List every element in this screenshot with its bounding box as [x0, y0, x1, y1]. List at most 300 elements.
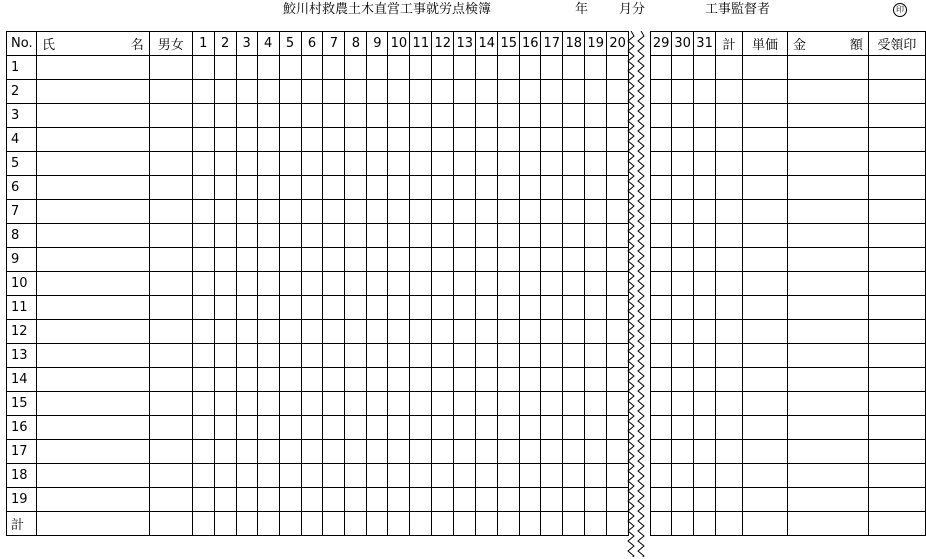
receipt-cell[interactable]: [868, 80, 925, 104]
amount-cell[interactable]: [787, 104, 868, 128]
gender-cell[interactable]: [149, 416, 192, 440]
day-cell[interactable]: [323, 104, 345, 128]
unit-price-cell[interactable]: [743, 104, 788, 128]
day-cell[interactable]: [476, 512, 498, 536]
day-cell[interactable]: [279, 248, 301, 272]
day-cell[interactable]: [388, 200, 410, 224]
amount-cell[interactable]: [787, 296, 868, 320]
day-cell[interactable]: [541, 104, 563, 128]
day-cell[interactable]: [520, 440, 541, 464]
day-cell[interactable]: [585, 296, 607, 320]
day-cell[interactable]: [214, 296, 236, 320]
day-cell[interactable]: [476, 104, 498, 128]
day-cell[interactable]: [345, 296, 367, 320]
day-cell[interactable]: [585, 320, 607, 344]
day-cell[interactable]: [301, 368, 323, 392]
day-cell[interactable]: [345, 392, 367, 416]
day-cell[interactable]: [257, 248, 279, 272]
day-cell[interactable]: [563, 488, 585, 512]
day-cell[interactable]: [694, 176, 716, 200]
day-cell[interactable]: [498, 176, 520, 200]
day-cell[interactable]: [192, 128, 214, 152]
day-cell[interactable]: [279, 128, 301, 152]
day-cell[interactable]: [651, 464, 672, 488]
day-cell[interactable]: [454, 224, 476, 248]
day-cell[interactable]: [694, 344, 716, 368]
day-cell[interactable]: [651, 176, 672, 200]
day-cell[interactable]: [585, 56, 607, 80]
day-cell[interactable]: [541, 200, 563, 224]
day-cell[interactable]: [454, 248, 476, 272]
day-cell[interactable]: [257, 344, 279, 368]
day-cell[interactable]: [694, 56, 716, 80]
receipt-cell[interactable]: [868, 248, 925, 272]
unit-price-cell[interactable]: [743, 152, 788, 176]
day-cell[interactable]: [388, 224, 410, 248]
day-cell[interactable]: [301, 128, 323, 152]
amount-cell[interactable]: [787, 56, 868, 80]
day-cell[interactable]: [607, 272, 629, 296]
day-cell[interactable]: [388, 392, 410, 416]
day-cell[interactable]: [476, 176, 498, 200]
day-cell[interactable]: [192, 416, 214, 440]
day-cell[interactable]: [192, 200, 214, 224]
day-cell[interactable]: [607, 416, 629, 440]
day-cell[interactable]: [367, 224, 388, 248]
day-cell[interactable]: [454, 128, 476, 152]
day-cell[interactable]: [323, 320, 345, 344]
day-cell[interactable]: [214, 464, 236, 488]
day-cell[interactable]: [367, 416, 388, 440]
day-cell[interactable]: [563, 512, 585, 536]
day-cell[interactable]: [257, 488, 279, 512]
day-cell[interactable]: [301, 320, 323, 344]
day-cell[interactable]: [476, 224, 498, 248]
day-cell[interactable]: [607, 128, 629, 152]
day-cell[interactable]: [498, 488, 520, 512]
day-cell[interactable]: [563, 416, 585, 440]
amount-cell[interactable]: [787, 128, 868, 152]
total-cell[interactable]: [716, 128, 743, 152]
day-cell[interactable]: [476, 272, 498, 296]
day-cell[interactable]: [520, 176, 541, 200]
day-cell[interactable]: [454, 272, 476, 296]
day-cell[interactable]: [651, 512, 672, 536]
day-cell[interactable]: [454, 80, 476, 104]
day-cell[interactable]: [410, 248, 432, 272]
day-cell[interactable]: [541, 392, 563, 416]
day-cell[interactable]: [410, 488, 432, 512]
day-cell[interactable]: [279, 104, 301, 128]
receipt-cell[interactable]: [868, 512, 925, 536]
day-cell[interactable]: [563, 464, 585, 488]
amount-cell[interactable]: [787, 416, 868, 440]
day-cell[interactable]: [323, 512, 345, 536]
day-cell[interactable]: [367, 368, 388, 392]
day-cell[interactable]: [388, 272, 410, 296]
day-cell[interactable]: [323, 128, 345, 152]
gender-cell[interactable]: [149, 80, 192, 104]
day-cell[interactable]: [367, 488, 388, 512]
name-cell[interactable]: [36, 368, 149, 392]
day-cell[interactable]: [192, 464, 214, 488]
day-cell[interactable]: [432, 272, 454, 296]
day-cell[interactable]: [651, 224, 672, 248]
day-cell[interactable]: [301, 416, 323, 440]
day-cell[interactable]: [585, 440, 607, 464]
unit-price-cell[interactable]: [743, 464, 788, 488]
day-cell[interactable]: [367, 152, 388, 176]
total-cell[interactable]: [716, 488, 743, 512]
day-cell[interactable]: [301, 176, 323, 200]
day-cell[interactable]: [323, 368, 345, 392]
day-cell[interactable]: [541, 416, 563, 440]
day-cell[interactable]: [345, 344, 367, 368]
day-cell[interactable]: [279, 320, 301, 344]
day-cell[interactable]: [410, 464, 432, 488]
day-cell[interactable]: [651, 440, 672, 464]
day-cell[interactable]: [432, 56, 454, 80]
day-cell[interactable]: [498, 392, 520, 416]
day-cell[interactable]: [214, 416, 236, 440]
day-cell[interactable]: [257, 80, 279, 104]
day-cell[interactable]: [236, 80, 257, 104]
day-cell[interactable]: [585, 104, 607, 128]
day-cell[interactable]: [585, 248, 607, 272]
name-cell[interactable]: [36, 128, 149, 152]
day-cell[interactable]: [541, 80, 563, 104]
day-cell[interactable]: [585, 392, 607, 416]
name-cell[interactable]: [36, 272, 149, 296]
day-cell[interactable]: [607, 104, 629, 128]
day-cell[interactable]: [367, 512, 388, 536]
unit-price-cell[interactable]: [743, 248, 788, 272]
day-cell[interactable]: [651, 320, 672, 344]
day-cell[interactable]: [410, 272, 432, 296]
day-cell[interactable]: [563, 152, 585, 176]
day-cell[interactable]: [432, 344, 454, 368]
day-cell[interactable]: [541, 152, 563, 176]
total-cell[interactable]: [716, 464, 743, 488]
day-cell[interactable]: [432, 320, 454, 344]
day-cell[interactable]: [651, 200, 672, 224]
day-cell[interactable]: [323, 80, 345, 104]
name-cell[interactable]: [36, 440, 149, 464]
day-cell[interactable]: [563, 296, 585, 320]
day-cell[interactable]: [345, 416, 367, 440]
day-cell[interactable]: [454, 392, 476, 416]
day-cell[interactable]: [454, 368, 476, 392]
day-cell[interactable]: [192, 488, 214, 512]
day-cell[interactable]: [301, 440, 323, 464]
day-cell[interactable]: [694, 416, 716, 440]
day-cell[interactable]: [585, 152, 607, 176]
day-cell[interactable]: [476, 248, 498, 272]
day-cell[interactable]: [345, 128, 367, 152]
day-cell[interactable]: [432, 224, 454, 248]
day-cell[interactable]: [454, 320, 476, 344]
day-cell[interactable]: [432, 248, 454, 272]
day-cell[interactable]: [279, 464, 301, 488]
day-cell[interactable]: [651, 368, 672, 392]
total-cell[interactable]: [716, 392, 743, 416]
day-cell[interactable]: [236, 200, 257, 224]
day-cell[interactable]: [257, 512, 279, 536]
amount-cell[interactable]: [787, 320, 868, 344]
total-cell[interactable]: [716, 416, 743, 440]
gender-cell[interactable]: [149, 56, 192, 80]
day-cell[interactable]: [476, 128, 498, 152]
day-cell[interactable]: [236, 224, 257, 248]
day-cell[interactable]: [388, 152, 410, 176]
day-cell[interactable]: [651, 152, 672, 176]
day-cell[interactable]: [410, 104, 432, 128]
day-cell[interactable]: [541, 248, 563, 272]
day-cell[interactable]: [345, 80, 367, 104]
name-cell[interactable]: [36, 152, 149, 176]
day-cell[interactable]: [694, 104, 716, 128]
day-cell[interactable]: [367, 344, 388, 368]
day-cell[interactable]: [694, 272, 716, 296]
day-cell[interactable]: [301, 296, 323, 320]
day-cell[interactable]: [672, 200, 694, 224]
amount-cell[interactable]: [787, 80, 868, 104]
day-cell[interactable]: [279, 200, 301, 224]
day-cell[interactable]: [476, 440, 498, 464]
amount-cell[interactable]: [787, 344, 868, 368]
day-cell[interactable]: [585, 224, 607, 248]
day-cell[interactable]: [257, 104, 279, 128]
day-cell[interactable]: [236, 512, 257, 536]
day-cell[interactable]: [345, 152, 367, 176]
day-cell[interactable]: [607, 440, 629, 464]
day-cell[interactable]: [432, 104, 454, 128]
day-cell[interactable]: [672, 104, 694, 128]
receipt-cell[interactable]: [868, 104, 925, 128]
day-cell[interactable]: [520, 80, 541, 104]
day-cell[interactable]: [498, 128, 520, 152]
day-cell[interactable]: [367, 248, 388, 272]
total-cell[interactable]: [716, 176, 743, 200]
day-cell[interactable]: [498, 224, 520, 248]
day-cell[interactable]: [672, 512, 694, 536]
day-cell[interactable]: [694, 320, 716, 344]
day-cell[interactable]: [410, 176, 432, 200]
total-cell[interactable]: [716, 512, 743, 536]
day-cell[interactable]: [367, 80, 388, 104]
day-cell[interactable]: [651, 488, 672, 512]
day-cell[interactable]: [520, 224, 541, 248]
name-cell[interactable]: [36, 512, 149, 536]
day-cell[interactable]: [454, 296, 476, 320]
day-cell[interactable]: [388, 344, 410, 368]
day-cell[interactable]: [520, 200, 541, 224]
day-cell[interactable]: [257, 128, 279, 152]
day-cell[interactable]: [301, 488, 323, 512]
amount-cell[interactable]: [787, 488, 868, 512]
total-cell[interactable]: [716, 320, 743, 344]
day-cell[interactable]: [563, 272, 585, 296]
day-cell[interactable]: [432, 392, 454, 416]
day-cell[interactable]: [585, 128, 607, 152]
day-cell[interactable]: [301, 56, 323, 80]
unit-price-cell[interactable]: [743, 56, 788, 80]
day-cell[interactable]: [563, 176, 585, 200]
day-cell[interactable]: [454, 344, 476, 368]
name-cell[interactable]: [36, 320, 149, 344]
day-cell[interactable]: [651, 272, 672, 296]
gender-cell[interactable]: [149, 464, 192, 488]
day-cell[interactable]: [607, 488, 629, 512]
day-cell[interactable]: [410, 344, 432, 368]
day-cell[interactable]: [257, 152, 279, 176]
day-cell[interactable]: [257, 272, 279, 296]
day-cell[interactable]: [301, 104, 323, 128]
amount-cell[interactable]: [787, 512, 868, 536]
unit-price-cell[interactable]: [743, 200, 788, 224]
day-cell[interactable]: [236, 128, 257, 152]
day-cell[interactable]: [432, 488, 454, 512]
day-cell[interactable]: [476, 464, 498, 488]
day-cell[interactable]: [410, 320, 432, 344]
day-cell[interactable]: [432, 176, 454, 200]
day-cell[interactable]: [541, 272, 563, 296]
day-cell[interactable]: [214, 128, 236, 152]
day-cell[interactable]: [367, 56, 388, 80]
gender-cell[interactable]: [149, 368, 192, 392]
day-cell[interactable]: [214, 368, 236, 392]
day-cell[interactable]: [563, 104, 585, 128]
day-cell[interactable]: [498, 368, 520, 392]
gender-cell[interactable]: [149, 128, 192, 152]
total-cell[interactable]: [716, 272, 743, 296]
total-cell[interactable]: [716, 296, 743, 320]
day-cell[interactable]: [432, 80, 454, 104]
day-cell[interactable]: [388, 56, 410, 80]
day-cell[interactable]: [345, 440, 367, 464]
day-cell[interactable]: [214, 176, 236, 200]
day-cell[interactable]: [541, 296, 563, 320]
day-cell[interactable]: [651, 248, 672, 272]
day-cell[interactable]: [236, 464, 257, 488]
day-cell[interactable]: [236, 176, 257, 200]
receipt-cell[interactable]: [868, 368, 925, 392]
day-cell[interactable]: [257, 56, 279, 80]
day-cell[interactable]: [236, 368, 257, 392]
day-cell[interactable]: [607, 224, 629, 248]
name-cell[interactable]: [36, 200, 149, 224]
receipt-cell[interactable]: [868, 320, 925, 344]
day-cell[interactable]: [432, 416, 454, 440]
day-cell[interactable]: [323, 416, 345, 440]
day-cell[interactable]: [651, 416, 672, 440]
day-cell[interactable]: [651, 296, 672, 320]
day-cell[interactable]: [388, 416, 410, 440]
day-cell[interactable]: [520, 344, 541, 368]
amount-cell[interactable]: [787, 248, 868, 272]
day-cell[interactable]: [367, 320, 388, 344]
day-cell[interactable]: [607, 176, 629, 200]
day-cell[interactable]: [192, 224, 214, 248]
total-cell[interactable]: [716, 104, 743, 128]
day-cell[interactable]: [563, 200, 585, 224]
total-cell[interactable]: [716, 440, 743, 464]
unit-price-cell[interactable]: [743, 296, 788, 320]
receipt-cell[interactable]: [868, 296, 925, 320]
day-cell[interactable]: [498, 344, 520, 368]
day-cell[interactable]: [345, 200, 367, 224]
unit-price-cell[interactable]: [743, 128, 788, 152]
day-cell[interactable]: [236, 56, 257, 80]
name-cell[interactable]: [36, 224, 149, 248]
amount-cell[interactable]: [787, 464, 868, 488]
day-cell[interactable]: [672, 296, 694, 320]
day-cell[interactable]: [432, 464, 454, 488]
day-cell[interactable]: [214, 344, 236, 368]
day-cell[interactable]: [323, 464, 345, 488]
day-cell[interactable]: [388, 248, 410, 272]
day-cell[interactable]: [694, 392, 716, 416]
name-cell[interactable]: [36, 416, 149, 440]
day-cell[interactable]: [454, 176, 476, 200]
day-cell[interactable]: [388, 128, 410, 152]
day-cell[interactable]: [672, 392, 694, 416]
day-cell[interactable]: [541, 128, 563, 152]
day-cell[interactable]: [607, 320, 629, 344]
day-cell[interactable]: [672, 464, 694, 488]
day-cell[interactable]: [367, 128, 388, 152]
day-cell[interactable]: [541, 344, 563, 368]
day-cell[interactable]: [279, 224, 301, 248]
day-cell[interactable]: [345, 464, 367, 488]
day-cell[interactable]: [672, 272, 694, 296]
name-cell[interactable]: [36, 104, 149, 128]
unit-price-cell[interactable]: [743, 224, 788, 248]
name-cell[interactable]: [36, 392, 149, 416]
unit-price-cell[interactable]: [743, 320, 788, 344]
day-cell[interactable]: [672, 368, 694, 392]
day-cell[interactable]: [454, 512, 476, 536]
day-cell[interactable]: [236, 392, 257, 416]
day-cell[interactable]: [541, 368, 563, 392]
gender-cell[interactable]: [149, 272, 192, 296]
day-cell[interactable]: [301, 80, 323, 104]
day-cell[interactable]: [345, 272, 367, 296]
day-cell[interactable]: [410, 80, 432, 104]
day-cell[interactable]: [323, 152, 345, 176]
day-cell[interactable]: [301, 200, 323, 224]
day-cell[interactable]: [607, 56, 629, 80]
total-cell[interactable]: [716, 56, 743, 80]
day-cell[interactable]: [607, 392, 629, 416]
day-cell[interactable]: [520, 152, 541, 176]
day-cell[interactable]: [279, 80, 301, 104]
total-cell[interactable]: [716, 344, 743, 368]
day-cell[interactable]: [672, 56, 694, 80]
day-cell[interactable]: [694, 200, 716, 224]
day-cell[interactable]: [388, 104, 410, 128]
name-cell[interactable]: [36, 176, 149, 200]
receipt-cell[interactable]: [868, 128, 925, 152]
name-cell[interactable]: [36, 296, 149, 320]
day-cell[interactable]: [279, 368, 301, 392]
day-cell[interactable]: [345, 104, 367, 128]
day-cell[interactable]: [520, 416, 541, 440]
day-cell[interactable]: [432, 512, 454, 536]
day-cell[interactable]: [192, 296, 214, 320]
day-cell[interactable]: [192, 512, 214, 536]
unit-price-cell[interactable]: [743, 368, 788, 392]
